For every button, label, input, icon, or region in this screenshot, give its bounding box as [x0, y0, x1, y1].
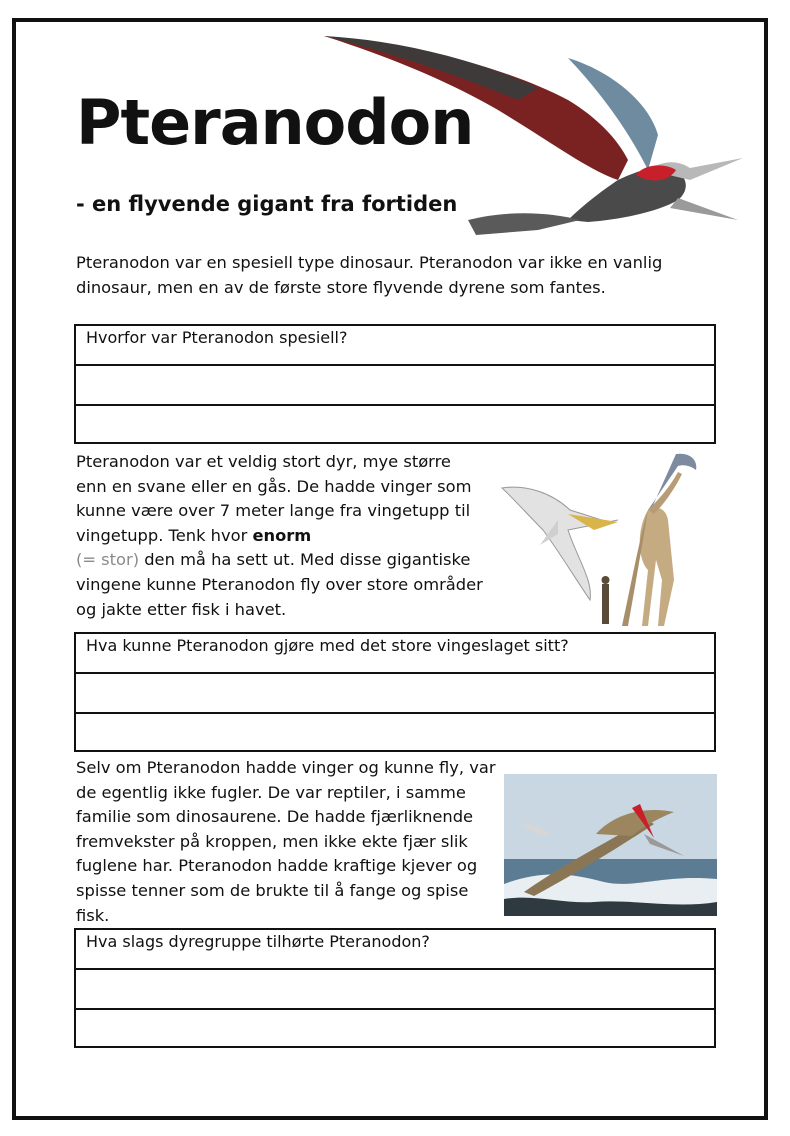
question-3-text: Hva slags dyregruppe tilhørte Pteranodon? — [76, 930, 714, 970]
answer-line[interactable] — [76, 970, 714, 1010]
answer-line[interactable] — [76, 406, 714, 442]
size-note: (= stor) — [76, 550, 140, 570]
answer-line[interactable] — [76, 366, 714, 406]
question-1-text: Hvorfor var Pteranodon spesiell? — [76, 326, 714, 366]
size-text-part1: Pteranodon var et veldig stort dyr, mye større enn en svane eller en gås. De hadde vinger som kunne være over 7 meter lange fra vingetupp til vingetupp. Tenk hvor — [76, 452, 472, 545]
answer-line[interactable] — [76, 1010, 714, 1046]
question-box-2 — [74, 632, 716, 752]
question-box-3 — [74, 928, 716, 1048]
pteranodon-over-sea-illustration — [504, 774, 717, 916]
page-subtitle: - en flyvende gigant fra fortiden — [76, 192, 458, 216]
size-text-part2: den må ha sett ut. Med disse gigantiske vingene kunne Pteranodon fly over store områder og jakte etter fisk i havet. — [76, 550, 483, 619]
reptile-paragraph: Selv om Pteranodon hadde vinger og kunne fly, var de egentlig ikke fugler. De var reptiler, i samme familie som dinosaurene. De hadde fjærliknende fremvekster på kroppen, men ikke ekte fjær slik fuglene har. Pteranodon hadde kraftige kjever og spisse tenner som de brukte til å fange og spise fisk. — [76, 758, 496, 925]
page-title: Pteranodon — [76, 86, 474, 159]
answer-line[interactable] — [76, 714, 714, 750]
intro-paragraph: Pteranodon var en spesiell type dinosaur. Pteranodon var ikke en vanlig dinosaur, men en av de første store flyvende dyrene som fantes. — [76, 253, 663, 297]
question-2-text: Hva kunne Pteranodon gjøre med det store vingeslaget sitt? — [76, 634, 714, 674]
question-box-1 — [74, 324, 716, 444]
size-paragraph — [76, 450, 486, 622]
pteranodon-size-comparison-illustration — [498, 450, 716, 630]
answer-line[interactable] — [76, 674, 714, 714]
size-bold-word: enorm — [252, 525, 312, 545]
